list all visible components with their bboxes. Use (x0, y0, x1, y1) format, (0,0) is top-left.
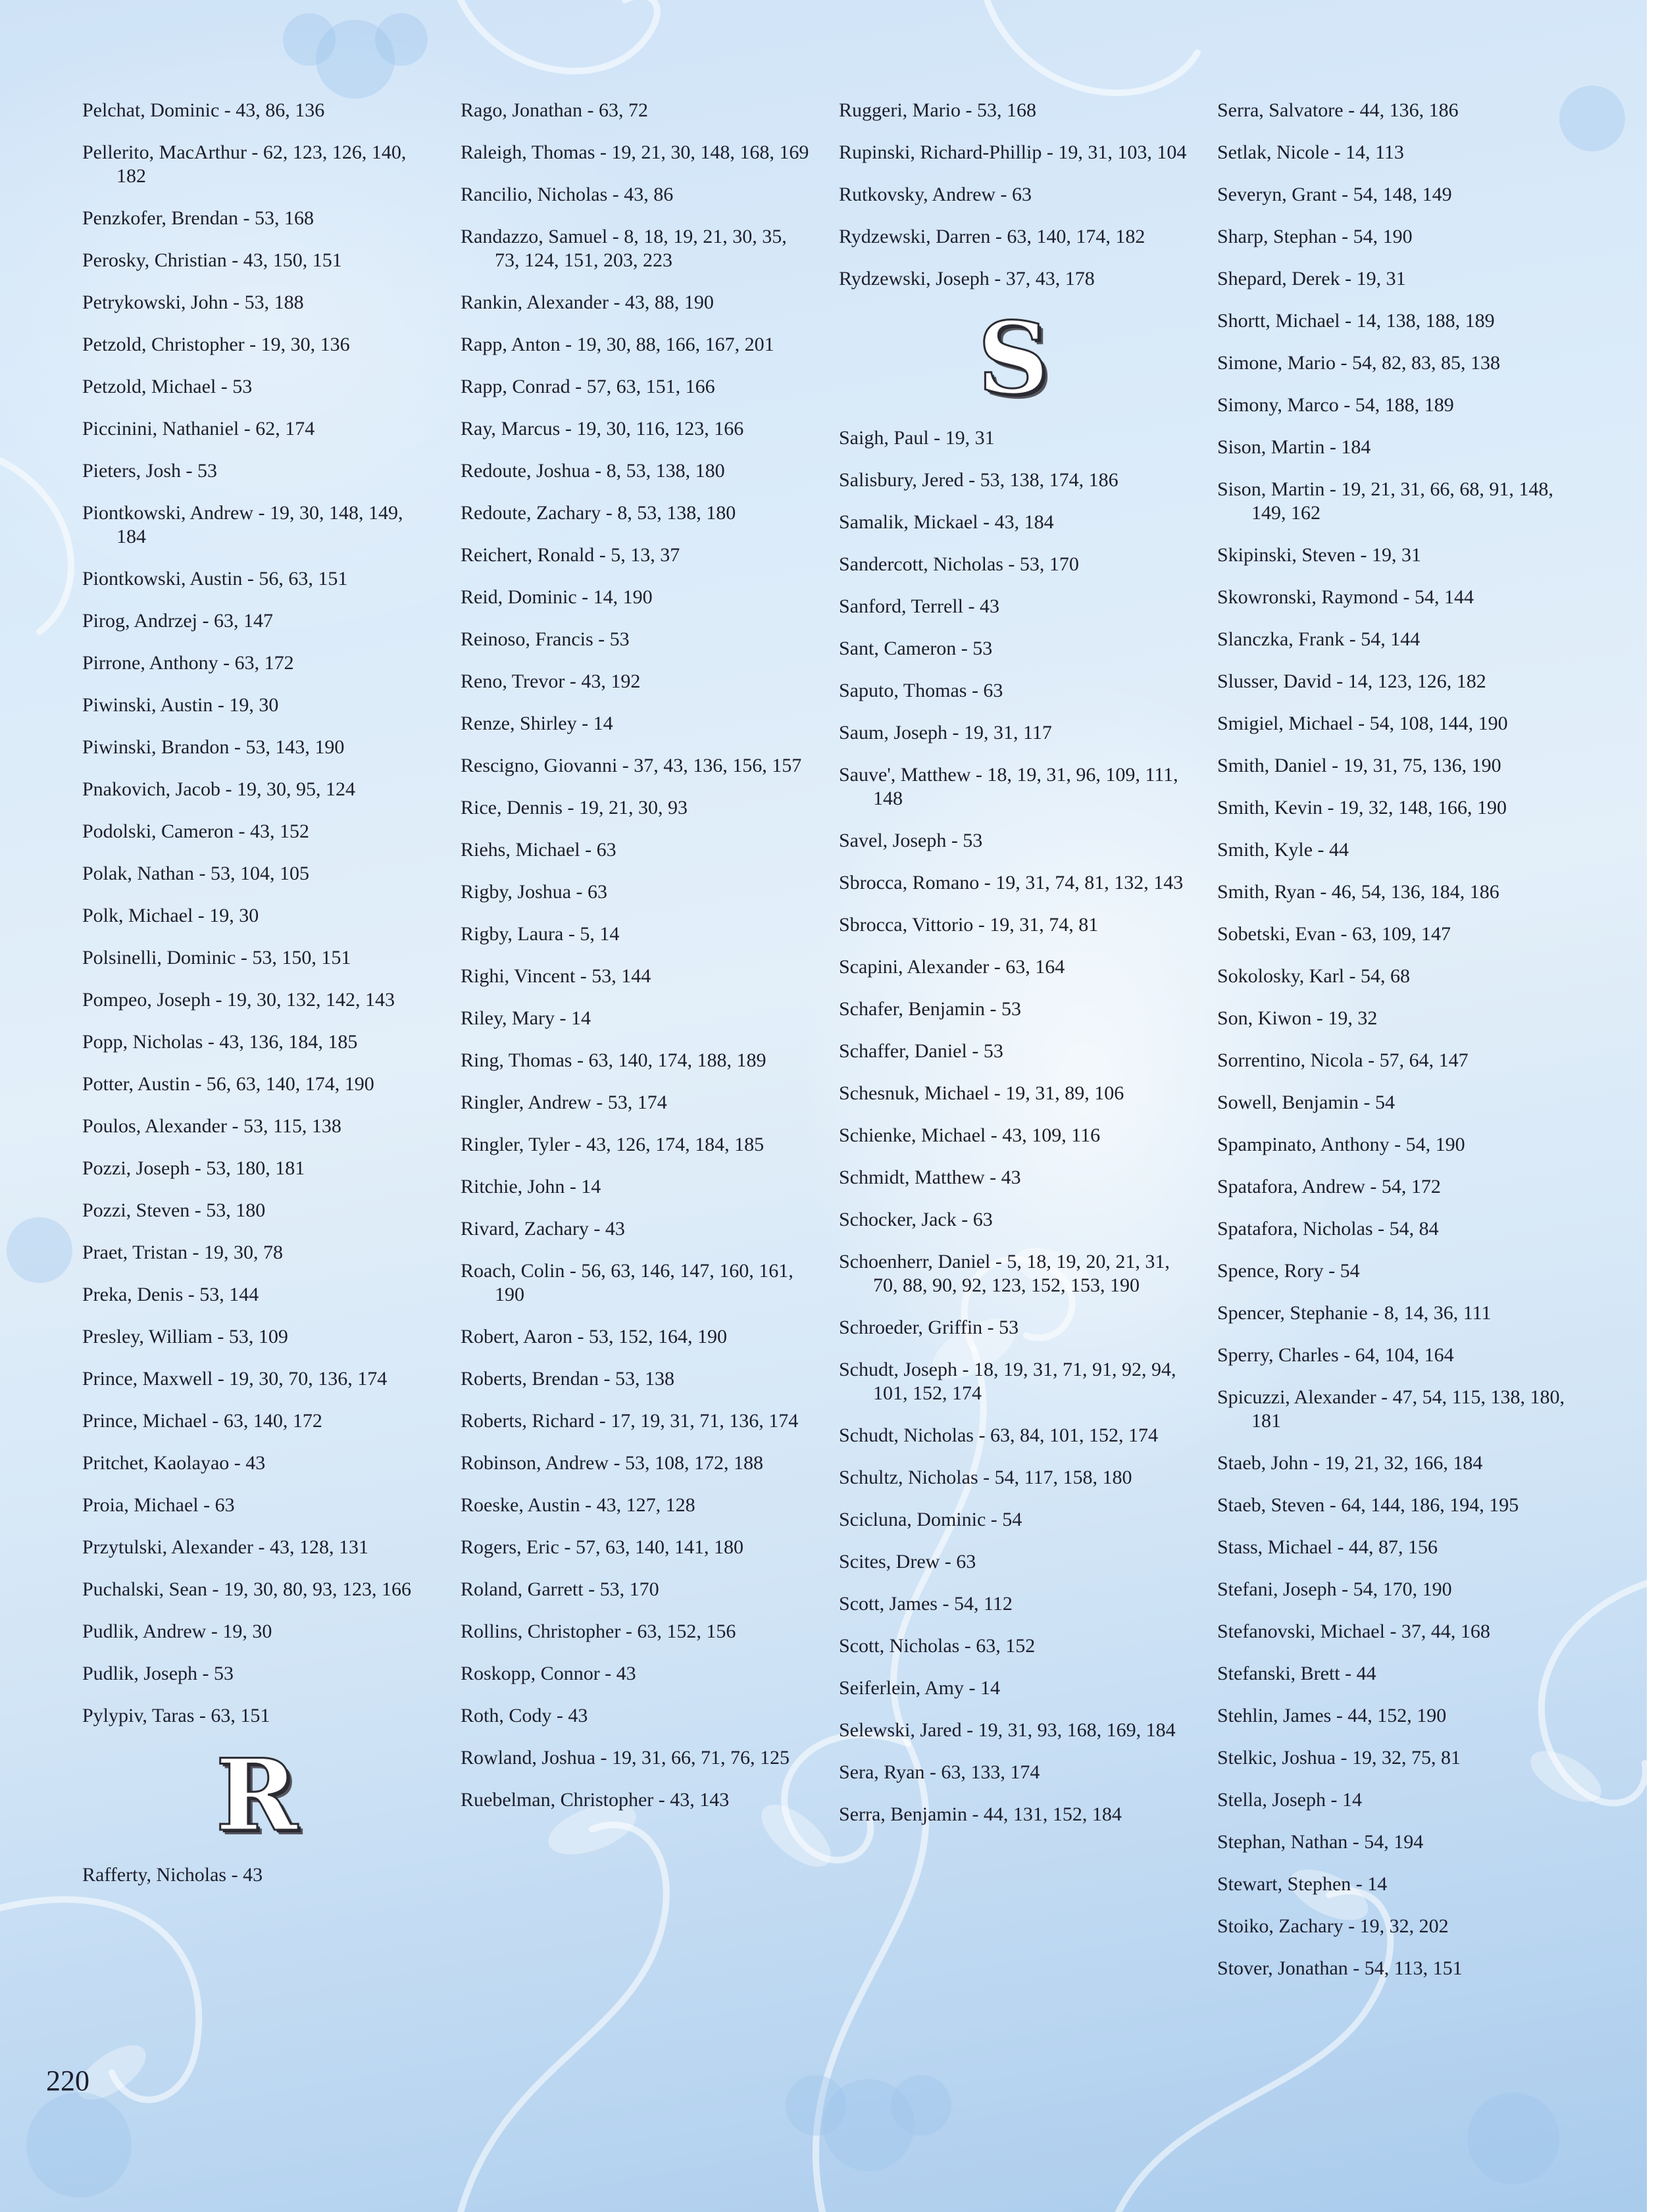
index-entry: Sperry, Charles - 64, 104, 164 (1217, 1344, 1454, 1366)
index-entry: Smith, Daniel - 19, 31, 75, 136, 190 (1217, 755, 1501, 776)
index-entry: Saputo, Thomas - 63 (839, 680, 1003, 701)
index-entry: Spatafora, Nicholas - 54, 84 (1217, 1218, 1439, 1240)
index-entry: Simone, Mario - 54, 82, 83, 85, 138 (1217, 352, 1500, 374)
index-entry: Rago, Jonathan - 63, 72 (461, 99, 648, 121)
index-entry: Ringler, Tyler - 43, 126, 174, 184, 185 (461, 1134, 765, 1155)
section-letter-heading (839, 301, 1188, 416)
index-entry: Rivard, Zachary - 43 (461, 1218, 625, 1240)
section-letter-heading (82, 1738, 431, 1853)
index-entry: Sobetski, Evan - 63, 109, 147 (1217, 923, 1451, 945)
index-entry: Petrykowski, John - 53, 188 (82, 291, 304, 313)
index-entry: Son, Kiwon - 19, 32 (1217, 1007, 1378, 1029)
index-entry: Staeb, Steven - 64, 144, 186, 194, 195 (1217, 1494, 1519, 1516)
index-entry: Reinoso, Francis - 53 (461, 628, 630, 650)
index-entry: Sokolosky, Karl - 54, 68 (1217, 965, 1411, 987)
section-letter: R (215, 1738, 298, 1853)
index-entry: Stella, Joseph - 14 (1217, 1789, 1362, 1811)
index-entry: Smith, Kevin - 19, 32, 148, 166, 190 (1217, 797, 1507, 818)
index-entry: Stephan, Nathan - 54, 194 (1217, 1831, 1424, 1853)
index-entry: Stefani, Joseph - 54, 170, 190 (1217, 1578, 1452, 1600)
index-entry: Setlak, Nicole - 14, 113 (1217, 141, 1404, 163)
section-letter: S (977, 301, 1049, 416)
index-entry: Pirrone, Anthony - 63, 172 (82, 652, 294, 674)
index-entry: Rutkovsky, Andrew - 63 (839, 184, 1032, 205)
index-entry: Sbrocca, Vittorio - 19, 31, 74, 81 (839, 914, 1099, 936)
index-entry: Schroeder, Griffin - 53 (839, 1317, 1019, 1338)
index-entry: Simony, Marco - 54, 188, 189 (1217, 394, 1454, 416)
index-entry: Preka, Denis - 53, 144 (82, 1284, 259, 1305)
index-entry: Ring, Thomas - 63, 140, 174, 188, 189 (461, 1049, 767, 1071)
index-entry: Smith, Ryan - 46, 54, 136, 184, 186 (1217, 881, 1499, 903)
index-entry: Pirog, Andrzej - 63, 147 (82, 610, 273, 632)
index-entry: Polk, Michael - 19, 30 (82, 905, 259, 926)
index-entry: Reid, Dominic - 14, 190 (461, 586, 653, 608)
index-entry: Roland, Garrett - 53, 170 (461, 1578, 659, 1600)
index-entry: Schaffer, Daniel - 53 (839, 1040, 1003, 1062)
index-entry: Piwinski, Austin - 19, 30 (82, 694, 279, 716)
index-entry: Renze, Shirley - 14 (461, 713, 613, 734)
index-entry: Smigiel, Michael - 54, 108, 144, 190 (1217, 713, 1508, 734)
index-entry: Spencer, Stephanie - 8, 14, 36, 111 (1217, 1302, 1492, 1324)
index-entry: Ruebelman, Christopher - 43, 143 (461, 1789, 730, 1811)
index-entry: Spatafora, Andrew - 54, 172 (1217, 1176, 1441, 1197)
index-entry: Polsinelli, Dominic - 53, 150, 151 (82, 947, 351, 968)
index-entry: Sant, Cameron - 53 (839, 638, 993, 659)
index-entry: Staeb, John - 19, 21, 32, 166, 184 (1217, 1452, 1483, 1474)
index-entry: Schocker, Jack - 63 (839, 1209, 993, 1230)
index-entry: Skipinski, Steven - 19, 31 (1217, 544, 1422, 566)
index-entry: Salisbury, Jered - 53, 138, 174, 186 (839, 469, 1119, 491)
index-entry: Pelchat, Dominic - 43, 86, 136 (82, 99, 325, 121)
index-entry: Rancilio, Nicholas - 43, 86 (461, 184, 674, 205)
index-entry: Serra, Benjamin - 44, 131, 152, 184 (839, 1803, 1122, 1825)
index-entry: Stover, Jonathan - 54, 113, 151 (1217, 1957, 1463, 1979)
index-entry: Stehlin, James - 44, 152, 190 (1217, 1705, 1447, 1726)
index-entry: Rice, Dennis - 19, 21, 30, 93 (461, 797, 688, 818)
index-entry: Potter, Austin - 56, 63, 140, 174, 190 (82, 1073, 374, 1095)
index-column-2 (461, 99, 809, 1830)
index-entry: Roth, Cody - 43 (461, 1705, 588, 1726)
index-entry: Ruggeri, Mario - 53, 168 (839, 99, 1036, 121)
index-entry: Sorrentino, Nicola - 57, 64, 147 (1217, 1049, 1469, 1071)
index-entry: Smith, Kyle - 44 (1217, 839, 1349, 861)
index-entry: Skowronski, Raymond - 54, 144 (1217, 586, 1474, 608)
index-entry: Scapini, Alexander - 63, 164 (839, 956, 1065, 978)
index-entry: Schienke, Michael - 43, 109, 116 (839, 1124, 1101, 1146)
index-entry: Rankin, Alexander - 43, 88, 190 (461, 291, 714, 313)
index-entry: Rogers, Eric - 57, 63, 140, 141, 180 (461, 1536, 743, 1558)
index-entry: Savel, Joseph - 53 (839, 830, 983, 851)
index-entry: Riehs, Michael - 63 (461, 839, 616, 861)
index-entry: Pritchet, Kaolayao - 43 (82, 1452, 266, 1474)
index-entry: Schudt, Joseph - 18, 19, 31, 71, 91, 92, 94, 101, 152, 174 (839, 1359, 1176, 1404)
index-entry: Popp, Nicholas - 43, 136, 184, 185 (82, 1031, 358, 1053)
index-entry: Schafer, Benjamin - 53 (839, 998, 1022, 1020)
index-entry: Proia, Michael - 63 (82, 1494, 235, 1516)
index-entry: Praet, Tristan - 19, 30, 78 (82, 1242, 284, 1263)
index-entry: Sharp, Stephan - 54, 190 (1217, 226, 1413, 247)
index-entry: Spence, Rory - 54 (1217, 1260, 1360, 1282)
index-entry: Saigh, Paul - 19, 31 (839, 427, 995, 449)
index-entry: Ray, Marcus - 19, 30, 116, 123, 166 (461, 418, 744, 440)
index-entry: Stass, Michael - 44, 87, 156 (1217, 1536, 1438, 1558)
index-entry: Sison, Martin - 19, 21, 31, 66, 68, 91, 148, 149, 162 (1217, 478, 1553, 524)
index-entry: Seiferlein, Amy - 14 (839, 1677, 1000, 1699)
index-entry: Sanford, Terrell - 43 (839, 595, 999, 617)
index-entry: Stewart, Stephen - 14 (1217, 1873, 1388, 1895)
index-entry: Stoiko, Zachary - 19, 32, 202 (1217, 1915, 1449, 1937)
index-entry: Righi, Vincent - 53, 144 (461, 965, 651, 987)
index-entry: Roeske, Austin - 43, 127, 128 (461, 1494, 695, 1516)
index-entry: Pompeo, Joseph - 19, 30, 132, 142, 143 (82, 989, 395, 1011)
index-column-1 (82, 99, 431, 1905)
index-entry: Rafferty, Nicholas - 43 (82, 1864, 263, 1886)
index-entry: Roach, Colin - 56, 63, 146, 147, 160, 161, 190 (461, 1260, 793, 1305)
index-entry: Piccinini, Nathaniel - 62, 174 (82, 418, 315, 440)
index-entry: Stefanski, Brett - 44 (1217, 1663, 1376, 1684)
index-entry: Petzold, Christopher - 19, 30, 136 (82, 334, 350, 355)
index-entry: Robinson, Andrew - 53, 108, 172, 188 (461, 1452, 763, 1474)
index-entry: Reichert, Ronald - 5, 13, 37 (461, 544, 680, 566)
index-entry: Perosky, Christian - 43, 150, 151 (82, 249, 342, 271)
index-entry: Prince, Michael - 63, 140, 172 (82, 1410, 322, 1432)
index-entry: Spampinato, Anthony - 54, 190 (1217, 1134, 1465, 1155)
index-entry: Serra, Salvatore - 44, 136, 186 (1217, 99, 1459, 121)
index-entry: Polak, Nathan - 53, 104, 105 (82, 863, 309, 884)
page-number: 220 (46, 2065, 89, 2097)
index-entry: Randazzo, Samuel - 8, 18, 19, 21, 30, 35, 73, 124, 151, 203, 223 (461, 226, 787, 271)
index-entry: Piontkowski, Austin - 56, 63, 151 (82, 568, 348, 590)
index-entry: Pozzi, Joseph - 53, 180, 181 (82, 1157, 305, 1179)
index-entry: Rydzewski, Darren - 63, 140, 174, 182 (839, 226, 1145, 247)
index-entry: Piontkowski, Andrew - 19, 30, 148, 149, 184 (82, 502, 403, 547)
index-entry: Petzold, Michael - 53 (82, 376, 253, 397)
index-entry: Schoenherr, Daniel - 5, 18, 19, 20, 21, 31, 70, 88, 90, 92, 123, 152, 153, 190 (839, 1251, 1170, 1296)
index-entry: Roberts, Brendan - 53, 138 (461, 1368, 674, 1390)
index-entry: Redoute, Joshua - 8, 53, 138, 180 (461, 460, 725, 482)
index-entry: Sera, Ryan - 63, 133, 174 (839, 1761, 1040, 1783)
index-entry: Sison, Martin - 184 (1217, 436, 1371, 458)
index-entry: Presley, William - 53, 109 (82, 1326, 288, 1347)
index-entry: Pellerito, MacArthur - 62, 123, 126, 140, 182 (82, 141, 407, 187)
index-entry: Podolski, Cameron - 43, 152 (82, 820, 309, 842)
index-entry: Przytulski, Alexander - 43, 128, 131 (82, 1536, 368, 1558)
index-entry: Rigby, Laura - 5, 14 (461, 923, 620, 945)
index-entry: Spicuzzi, Alexander - 47, 54, 115, 138, 180, 181 (1217, 1386, 1565, 1432)
index-entry: Stelkic, Joshua - 19, 32, 75, 81 (1217, 1747, 1461, 1769)
index-entry: Robert, Aaron - 53, 152, 164, 190 (461, 1326, 727, 1347)
index-entry: Scott, Nicholas - 63, 152 (839, 1635, 1036, 1657)
index-entry: Sbrocca, Romano - 19, 31, 74, 81, 132, 143 (839, 872, 1184, 893)
index-entry: Rollins, Christopher - 63, 152, 156 (461, 1621, 736, 1642)
index-entry: Pudlik, Andrew - 19, 30 (82, 1621, 272, 1642)
index-entry: Slanczka, Frank - 54, 144 (1217, 628, 1421, 650)
index-entry: Poulos, Alexander - 53, 115, 138 (82, 1115, 341, 1137)
index-entry: Scicluna, Dominic - 54 (839, 1509, 1022, 1530)
page-edge (1647, 0, 1660, 2212)
index-entry: Prince, Maxwell - 19, 30, 70, 136, 174 (82, 1368, 388, 1390)
index-entry: Pnakovich, Jacob - 19, 30, 95, 124 (82, 778, 355, 800)
index-entry: Severyn, Grant - 54, 148, 149 (1217, 184, 1452, 205)
index-entry: Rupinski, Richard-Phillip - 19, 31, 103, 104 (839, 141, 1187, 163)
index-entry: Raleigh, Thomas - 19, 21, 30, 148, 168, 169 (461, 141, 809, 163)
index-entry: Scites, Drew - 63 (839, 1551, 976, 1572)
index-entry: Shortt, Michael - 14, 138, 188, 189 (1217, 310, 1495, 332)
index-entry: Pudlik, Joseph - 53 (82, 1663, 234, 1684)
index-entry: Schudt, Nicholas - 63, 84, 101, 152, 174 (839, 1424, 1158, 1446)
index-entry: Rydzewski, Joseph - 37, 43, 178 (839, 268, 1095, 289)
index-entry: Piwinski, Brandon - 53, 143, 190 (82, 736, 345, 758)
index-entry: Rapp, Conrad - 57, 63, 151, 166 (461, 376, 715, 397)
index-entry: Pieters, Josh - 53 (82, 460, 217, 482)
index-entry: Rescigno, Giovanni - 37, 43, 136, 156, 157 (461, 755, 802, 776)
index-entry: Reno, Trevor - 43, 192 (461, 670, 641, 692)
index-entry: Ritchie, John - 14 (461, 1176, 601, 1197)
index-entry: Saum, Joseph - 19, 31, 117 (839, 722, 1052, 743)
index-entry: Redoute, Zachary - 8, 53, 138, 180 (461, 502, 736, 524)
index-entry: Rapp, Anton - 19, 30, 88, 166, 167, 201 (461, 334, 774, 355)
index-entry: Puchalski, Sean - 19, 30, 80, 93, 123, 166 (82, 1578, 411, 1600)
index-entry: Sowell, Benjamin - 54 (1217, 1092, 1395, 1113)
index-entry: Slusser, David - 14, 123, 126, 182 (1217, 670, 1486, 692)
index-entry: Rowland, Joshua - 19, 31, 66, 71, 76, 125 (461, 1747, 790, 1769)
index-entry: Rigby, Joshua - 63 (461, 881, 608, 903)
index-entry: Penzkofer, Brendan - 53, 168 (82, 207, 314, 229)
index-column-3 (839, 99, 1188, 1845)
index-entry: Roberts, Richard - 17, 19, 31, 71, 136, 174 (461, 1410, 799, 1432)
index-entry: Schesnuk, Michael - 19, 31, 89, 106 (839, 1082, 1124, 1104)
index-entry: Schmidt, Matthew - 43 (839, 1167, 1021, 1188)
index-entry: Pozzi, Steven - 53, 180 (82, 1199, 266, 1221)
index-entry: Schultz, Nicholas - 54, 117, 158, 180 (839, 1467, 1132, 1488)
index-entry: Roskopp, Connor - 43 (461, 1663, 636, 1684)
index-entry: Shepard, Derek - 19, 31 (1217, 268, 1406, 289)
index-entry: Sandercott, Nicholas - 53, 170 (839, 553, 1079, 575)
index-entry: Riley, Mary - 14 (461, 1007, 591, 1029)
index-column-4 (1217, 99, 1566, 1999)
index-entry: Sauve', Matthew - 18, 19, 31, 96, 109, 111, 148 (839, 764, 1178, 809)
index-entry: Ringler, Andrew - 53, 174 (461, 1092, 667, 1113)
index-entry: Scott, James - 54, 112 (839, 1593, 1013, 1615)
index-entry: Samalik, Mickael - 43, 184 (839, 511, 1054, 533)
index-entry: Stefanovski, Michael - 37, 44, 168 (1217, 1621, 1490, 1642)
index-entry: Selewski, Jared - 19, 31, 93, 168, 169, 184 (839, 1719, 1176, 1741)
index-entry: Pylypiv, Taras - 63, 151 (82, 1705, 270, 1726)
